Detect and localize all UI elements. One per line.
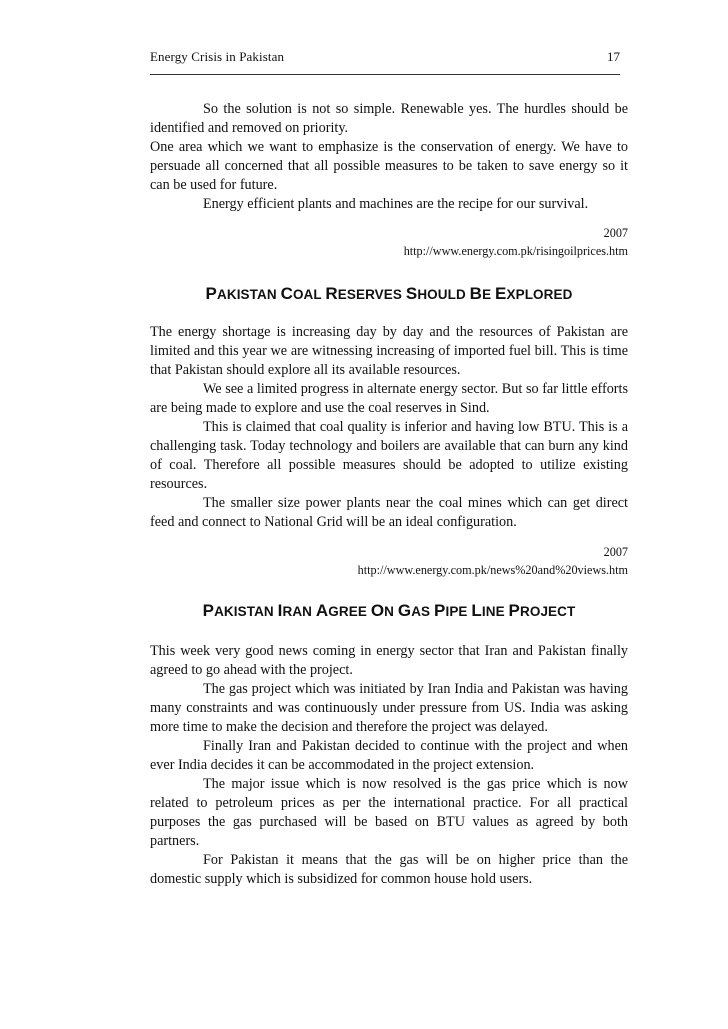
paragraph: We see a limited progress in alternate energy sector. But so far little efforts are being made to explore and use the coal reserves in Sind. — [150, 381, 628, 416]
paragraph: The energy shortage is increasing day by day and the resources of Pakistan are limited and this year we are witnessing increasing of imported fuel bill. This is time that Pakistan should explore all its available resources. — [150, 324, 628, 378]
source-citation — [150, 224, 628, 260]
source-url: http://www.energy.com.pk/news%20and%20views.htm — [357, 563, 628, 577]
running-header-title: Energy Crisis in Pakistan — [150, 49, 285, 64]
paragraph: The major issue which is now resolved is the gas price which is now related to petroleum prices as per the international practice. For all practical purposes the gas purchased will be based on BTU values as agreed by both partners. — [150, 776, 628, 849]
paragraph: One area which we want to emphasize is the conservation of energy. We have to persuade all concerned that all possible measures to be taken to save energy so it can be used for future. — [150, 139, 628, 193]
section-coal-text — [150, 323, 628, 532]
paragraph: So the solution is not so simple. Renewable yes. The hurdles should be identified and removed on priority. — [150, 101, 628, 136]
section-intro-text — [150, 100, 628, 214]
paragraph: Finally Iran and Pakistan decided to continue with the project and when ever India decides it can be accommodated in the project extension. — [150, 738, 628, 773]
paragraph: This week very good news coming in energy sector that Iran and Pakistan finally agreed to go ahead with the project. — [150, 643, 628, 678]
page-number: 17 — [607, 49, 620, 64]
paragraph: For Pakistan it means that the gas will be on higher price than the domestic supply which is subsidized for common house hold users. — [150, 852, 628, 887]
source-year: 2007 — [603, 226, 628, 240]
section-gas-pipeline-text — [150, 642, 628, 889]
source-url: http://www.energy.com.pk/risingoilprices.htm — [403, 244, 628, 258]
section-heading — [150, 601, 628, 621]
paragraph: The smaller size power plants near the coal mines which can get direct feed and connect to National Grid will be an ideal configuration. — [150, 495, 628, 530]
paragraph: Energy efficient plants and machines are the recipe for our survival. — [203, 196, 589, 212]
section-heading-text: PAKISTAN IRAN AGREE ON GAS PIPE LINE PROJECT — [202, 601, 576, 620]
header-rule — [150, 74, 620, 75]
section-heading — [150, 284, 628, 304]
source-year: 2007 — [603, 545, 628, 559]
paragraph: This is claimed that coal quality is inferior and having low BTU. This is a challenging task. Today technology and boilers are available that can burn any kind of coal. Therefore all possible measures should be adopted to utilize existing resources. — [150, 419, 628, 492]
section-heading-text: PAKISTAN COAL RESERVES SHOULD BE EXPLORED — [205, 284, 573, 303]
running-header — [150, 49, 620, 65]
source-citation — [150, 543, 628, 579]
paragraph: The gas project which was initiated by Iran India and Pakistan was having many constraints and was continuously under pressure from US. India was asking more time to make the decision and therefore the project was delayed. — [150, 681, 628, 735]
